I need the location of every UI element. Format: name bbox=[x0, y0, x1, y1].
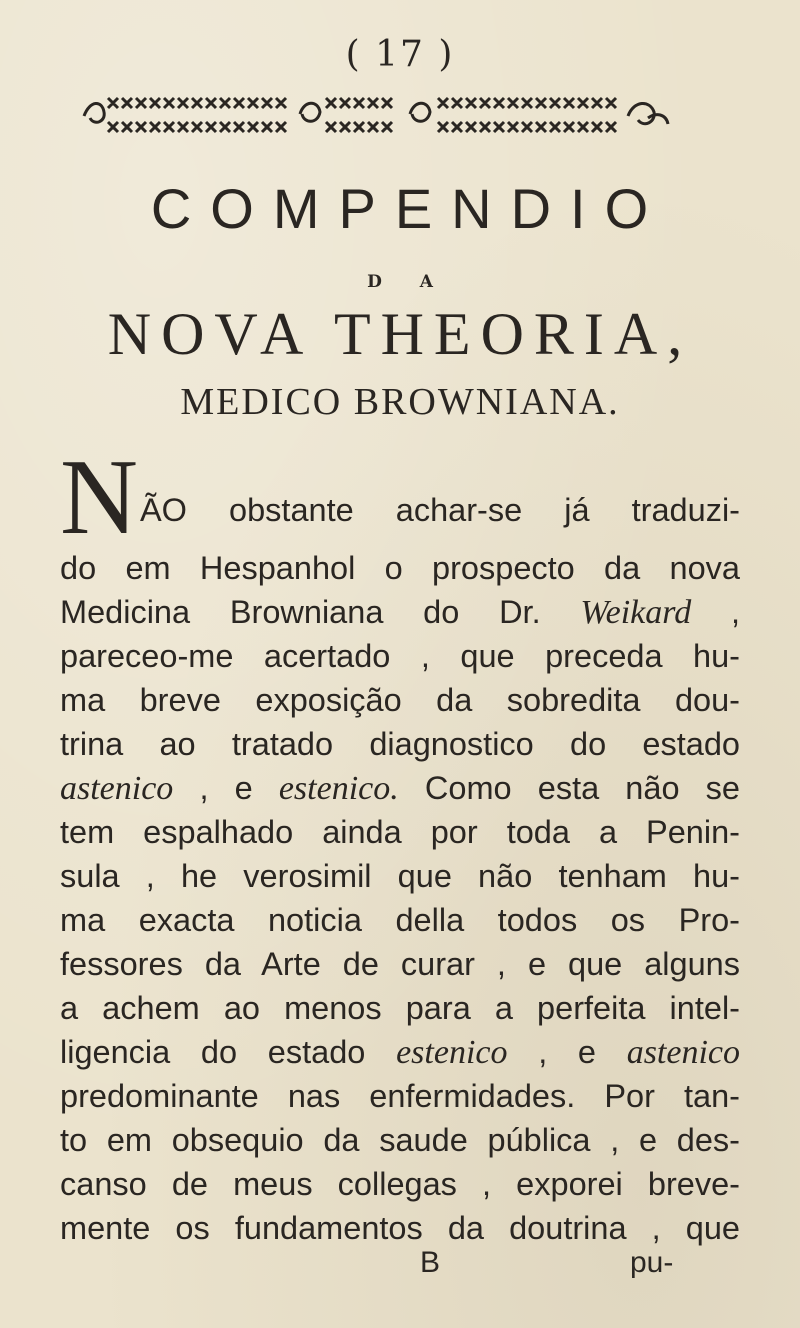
text-line: sula , he verosimil que não tenham hu- bbox=[60, 858, 740, 894]
text-line: ma breve exposição da sobredita dou- bbox=[60, 682, 740, 718]
text-line: to em obsequio da saude pública , e des- bbox=[60, 1122, 740, 1158]
text-line: ma exacta noticia della todos os Pro- bbox=[60, 902, 740, 938]
text-fragment: Como esta não se bbox=[424, 770, 741, 806]
text-line: canso de meus collegas , exporei breve- bbox=[60, 1166, 740, 1202]
title-medico-browniana: MEDICO BROWNIANA. bbox=[180, 381, 620, 423]
signature-mark: B bbox=[420, 1246, 441, 1279]
text-fragment: , bbox=[691, 594, 741, 630]
text-fragment: , e bbox=[173, 770, 279, 806]
term-italic: estenico. bbox=[278, 770, 399, 807]
text-fragment: ligencia do estado bbox=[60, 1034, 366, 1070]
text-line bbox=[60, 766, 740, 810]
term-italic: astenico bbox=[626, 1034, 741, 1071]
title-nova-theoria: NOVA THEORIA, bbox=[107, 301, 693, 367]
body-text bbox=[60, 438, 741, 1250]
title-compendio: COMPENDIO bbox=[150, 177, 668, 240]
text-line: tem espalhado ainda por toda a Penin- bbox=[60, 814, 740, 850]
text-line: trina ao tratado diagnostico do estado bbox=[60, 726, 740, 762]
text-fragment: , e bbox=[507, 1034, 627, 1070]
page-number: ( 17 ) bbox=[345, 34, 455, 75]
text-line: mente os fundamentos da doutrina , que bbox=[60, 1210, 740, 1246]
term-italic: estenico bbox=[396, 1034, 508, 1071]
author-name-italic: Weikard bbox=[580, 594, 692, 631]
text-fragment: Medicina Browniana do Dr. bbox=[60, 594, 541, 630]
text-line-1 bbox=[60, 438, 740, 557]
text-line bbox=[60, 590, 740, 634]
text-line: a achem ao menos para a perfeita intel- bbox=[60, 990, 740, 1026]
text-line: do em Hespanhol o prospecto da nova bbox=[60, 550, 740, 586]
title-da: D A bbox=[367, 272, 449, 292]
text-line: predominante nas enfermidades. Por tan- bbox=[60, 1078, 740, 1114]
first-line-text: ÃO obstante achar-se já traduzi- bbox=[140, 492, 740, 528]
term-italic: astenico bbox=[60, 770, 174, 807]
decorative-ornament-border bbox=[78, 88, 718, 144]
catchword: pu- bbox=[630, 1246, 674, 1279]
text-line: pareceo-me acertado , que preceda hu- bbox=[60, 638, 740, 674]
text-line bbox=[60, 1030, 740, 1074]
text-line: fessores da Arte de curar , e que alguns bbox=[60, 946, 740, 982]
drop-cap: N bbox=[60, 438, 138, 557]
